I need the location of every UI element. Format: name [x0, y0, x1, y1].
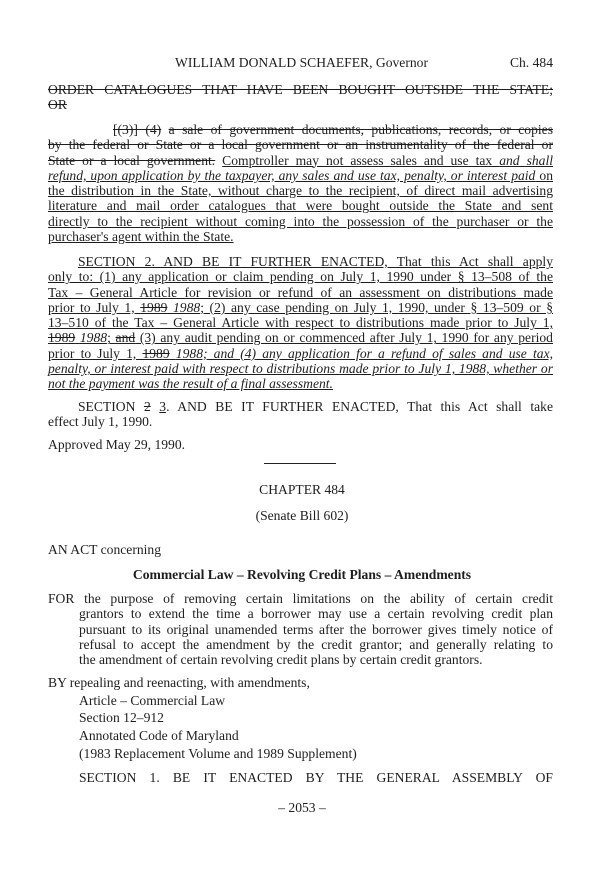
- text-line: [48, 414, 553, 429]
- inserted-text: the distribution in the State, without charge to the recipient, of direct mail advertising: [48, 183, 553, 199]
- inserted-text: literature and mail order catalogues that were bought outside the State and sent: [48, 198, 553, 214]
- text-line: [48, 330, 553, 345]
- item-4-paragraph: [48, 122, 553, 244]
- inserted-text: ; (2) any case pending on July 1, 1990, under § 13–509 or §: [200, 299, 553, 315]
- struck-text: 1989: [142, 345, 170, 361]
- text-run: the amendment of certain revolving credit plans by certain credit grantors.: [79, 652, 483, 668]
- by-repealing-line: BY repealing and reenacting, with amendments,: [48, 675, 310, 690]
- inserted-text: 1988: [173, 299, 201, 315]
- text-run: pursuant to its original unamended terms after the borrower gives timely notice of: [79, 621, 553, 637]
- text-line: [48, 300, 553, 315]
- text-line: [48, 168, 553, 183]
- text-line: [79, 770, 553, 785]
- text-line: [79, 637, 553, 652]
- struck-order-catalogues-clause: [48, 82, 553, 113]
- inserted-text: only to: (1) any application or claim pending on July 1, 1990 under § 13–508 of the: [48, 269, 553, 285]
- act-intro: AN ACT concerning: [48, 542, 162, 557]
- section-2-paragraph: [48, 254, 553, 392]
- struck-text: by the federal or State or a local government or an instrumentality of the federal or: [48, 137, 553, 153]
- text-line: [48, 214, 553, 229]
- inserted-text: 13–510 of the Tax – General Article with respect to distributions made prior to July 1,: [48, 315, 553, 331]
- text-run: . AND BE IT FURTHER ENACTED, That this Act shall take: [166, 399, 553, 414]
- text-line: [48, 82, 553, 97]
- page-number: – 2053 –: [278, 800, 326, 815]
- text-line: [48, 183, 553, 198]
- text-line: [48, 229, 553, 244]
- struck-text: 1989: [140, 299, 168, 315]
- struck-text: State or a local government.: [48, 152, 216, 168]
- text-line: [48, 254, 553, 269]
- text-line: [48, 97, 553, 112]
- inserted-text: 3: [159, 399, 167, 414]
- reference-section: Section 12–912: [79, 710, 164, 725]
- inserted-text: Comptroller may not assess sales and use tax: [222, 152, 500, 168]
- struck-text: ORDER CATALOGUES THAT HAVE BEEN BOUGHT OUTSIDE THE STATE;: [48, 82, 553, 97]
- text-line: [48, 591, 553, 606]
- purpose-paragraph: [48, 591, 553, 667]
- running-header-title: WILLIAM DONALD SCHAEFER, Governor: [175, 55, 428, 70]
- text-line: [79, 622, 553, 637]
- act-subject-title: Commercial Law – Revolving Credit Plans – Amendments: [132, 567, 472, 582]
- text-line: [79, 606, 553, 621]
- approval-date: Approved May 29, 1990.: [48, 437, 186, 452]
- text-run: SECTION 1. BE IT ENACTED BY THE GENERAL ASSEMBLY OF: [79, 770, 553, 785]
- text-line: [79, 652, 553, 667]
- inserted-text: on: [535, 167, 553, 183]
- inserted-text: 1988: [79, 330, 108, 346]
- text-run: grantors to extend the time a borrower may use a certain revolving credit plan: [79, 606, 553, 622]
- text-line: [48, 361, 553, 376]
- inserted-text: purchaser's agent within the State.: [48, 229, 234, 245]
- struck-text: 1989: [48, 330, 76, 346]
- struck-text: a sale of government documents, publications, records, or copies: [168, 122, 553, 137]
- text-run: effect July 1, 1990.: [48, 414, 153, 430]
- inserted-text: not the payment was the result of a final assessment.: [48, 376, 333, 392]
- divider-rule: [264, 463, 336, 464]
- section-3-paragraph: [48, 399, 553, 430]
- text-line: [48, 122, 553, 137]
- text-line: [48, 346, 553, 361]
- text-line: [48, 399, 553, 414]
- text-line: [48, 285, 553, 300]
- bill-number: (Senate Bill 602): [255, 508, 349, 523]
- inserted-text: (3) any audit pending on or commenced after July 1, 1990 for any period: [135, 330, 553, 346]
- text-run: refusal to accept the amendment by the credit grantor; and generally relating to: [79, 636, 553, 652]
- inserted-text: and shall: [499, 152, 554, 168]
- running-header-chapter: Ch. 484: [509, 55, 553, 70]
- section-1-enacting-line: [79, 770, 553, 785]
- struck-text: 2: [143, 399, 151, 414]
- text-line: [48, 198, 553, 213]
- chapter-heading: CHAPTER 484: [259, 482, 345, 497]
- inserted-text: directly to the recipient without coming into the possession of the purchaser or the: [48, 213, 553, 229]
- inserted-text: Tax – General Article for revision or refund of an assessment on distributions made: [48, 284, 553, 300]
- text-line: [48, 315, 553, 330]
- struck-text: [(3)] (4): [113, 122, 162, 137]
- inserted-text: prior to July 1,: [48, 345, 143, 361]
- text-run: SECTION: [78, 399, 144, 414]
- text-line: [48, 376, 553, 391]
- reference-code: Annotated Code of Maryland: [79, 728, 239, 743]
- text-run: FOR the purpose of removing certain limitations on the ability of certain credit: [48, 591, 553, 606]
- struck-text: OR: [48, 97, 67, 113]
- reference-volume: (1983 Replacement Volume and 1989 Supplement): [79, 746, 357, 761]
- reference-article: Article – Commercial Law: [79, 693, 226, 708]
- inserted-text: SECTION 2. AND BE IT FURTHER ENACTED, That this Act shall apply: [78, 254, 553, 269]
- struck-text: and: [115, 330, 136, 346]
- text-line: [48, 269, 553, 284]
- inserted-text: ;: [107, 330, 116, 346]
- inserted-text: refund, upon application by the taxpayer, any sales and use tax, penalty, or interest paid: [48, 167, 536, 183]
- text-line: [48, 137, 553, 152]
- inserted-text: penalty, or interest paid with respect to distributions made prior to July 1, 1988, whether or: [48, 361, 553, 377]
- text-run: [161, 122, 168, 137]
- inserted-text: prior to July 1,: [48, 299, 141, 315]
- text-line: [48, 153, 553, 168]
- inserted-text: 1988; and (4) any application for a refund of sales and use tax,: [175, 345, 553, 361]
- text-run: [151, 399, 160, 414]
